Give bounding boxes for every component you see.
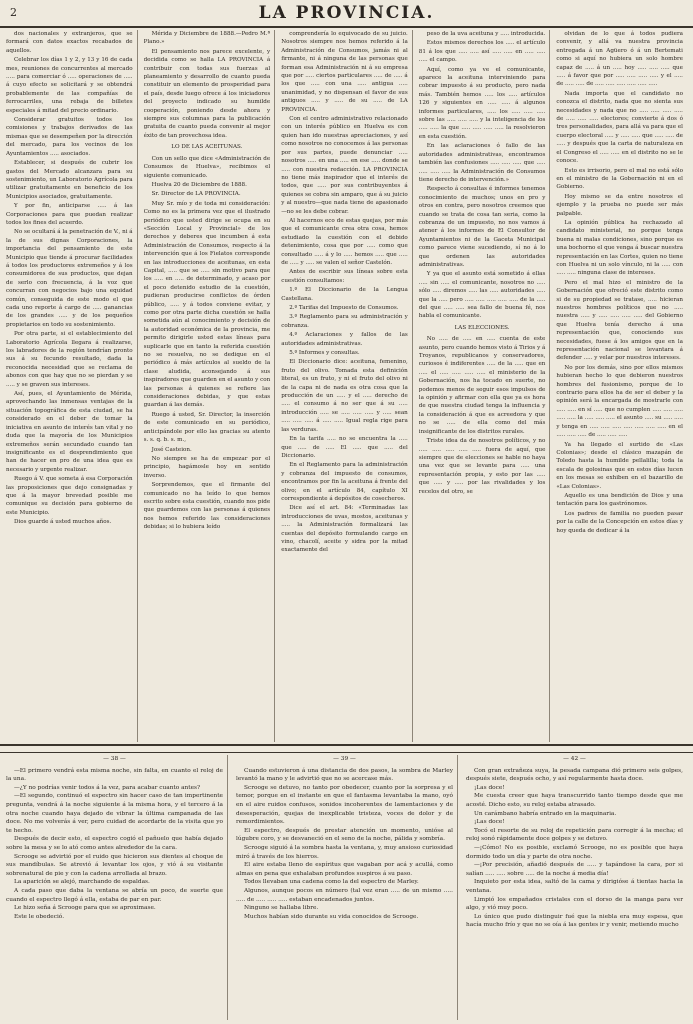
paragraph: Triste idea da de nosotros políticos, y no ..... ..... ..... ..... ..... fuera de aquí, que siempre que de elecciones se hable no haya una vez que se levante para ..... una representación propia, y esto por las ..... que ..... y ..... por las rivalidades y los recelos del otro, se	[418, 438, 546, 495]
folletin-paragraph: Lo único que pudo distinguir fué que la niebla era muy espesa, que hacía mucho frío y que no se oía á las gentes ir y venir, metiendo mucho	[466, 913, 683, 929]
paragraph: En las aclaraciones ó fallo de las autoridades administrativas, encontramos también las confusiones ..... ..... ..... que ..... ..... ..... ..... la Administración de Consumos tiene derecho de intervención.»	[418, 143, 546, 183]
folletin-paragraph: Tocó el resorte de su reloj de repetición para corregir á la mecha; el reloj sonó rápidamente doce golpes y se detuvo.	[466, 827, 683, 843]
column-1	[6, 30, 138, 742]
folletin-paragraph: Un carámbano habría entrado en la maquinaria.	[474, 810, 617, 817]
newspaper-title: LA PROVINCIA.	[258, 3, 435, 23]
paragraph: Mérida y Diciembre de 1888.—Pedro M.ª Plano.»	[143, 31, 271, 46]
folletin-paragraph: —¡Cómo! No es posible, exclamó Scrooge, no es posible que haya dormido todo un día y parte de otra noche.	[466, 844, 683, 860]
folletin-paragraph: Ninguno se hallaba libre.	[244, 905, 319, 912]
paragraph: peso de la uva aceituna y ..... introducida.	[426, 31, 546, 37]
folletin-paragraph: —El primero vendrá esta misma noche, sin falta, en cuanto el reloj de la una.	[6, 767, 223, 783]
paragraph: Establecer, si después de cubrir los gastos del Mercado alcanzara para su sostenimiento, un Laboratorio Agrícola para utilizar gratuitamente en beneficio de los Municipios asociados, gratuitamente.	[6, 160, 133, 200]
masthead	[0, 0, 693, 28]
paragraph: Estos mismos derechos los ..... el artículo 81 á los que ..... ..... así ..... ..... en ..... ..... ..... el campo.	[418, 40, 546, 64]
column-5	[556, 30, 687, 742]
folletin-column-1	[6, 755, 228, 1020]
folletin-paragraph: ¡Las doce!	[474, 819, 505, 826]
paragraph: El Diccionario dice: aceituna, femenino, fruto del olivo. Tomada esta definición literal, es un fruto, y ni el fruto del olivo ni de la capa ni de nada es otra cosa que la producción de un ..... y el ..... derecho de ..... el consumo á no ser que á su ..... introducción ..... se ..... ..... ..... y ..... sean ..... ..... ..... á ..... ..... Igual regla rige para las verduras.	[281, 359, 408, 433]
paragraph: Ruego á V. que someta á esa Corporación las proposiciones que dejo consignadas y que á la mayor brevedad posible me comunique su decisión para gobierno de este Municipio.	[6, 476, 133, 516]
paragraph: Nada importa que el candidato no conozca el distrito, nada que no sienta sus necesidades y nada que no ..... ..... ..... ..... de ..... ..... ..... electores; convierte á dos ó tres personalidades, para allá va para que el cuerpo electoral ..... y ..... ..... que ..... ..... de ..... y después que la carta de naturaleza en el Congreso el ..... ..... en el distrito no se le conoce.	[556, 90, 683, 165]
paragraph: LAS ELECCIONES.	[454, 324, 510, 331]
paragraph: Dice así el art. 84: «Terminadas las introducciones de uvas, mostos, aceitunas y ..... la Administración formalizará las cuentas del depósito formulando cargo en vino, chacolí, aceite y sidra por la mitad exactamente del	[281, 505, 408, 554]
folletin-column-3	[466, 755, 687, 1020]
paragraph: Y ya que el asunto está sometido á ellas ..... sin ..... el comunicante, nosotros no ..... sólo ..... diremos ..... las ..... autoridades ..... que la ..... pero ..... ..... ..... ..... ..... de la ..... del que ..... ..... sea fallo de buena fé, nos habla el comunicante.	[418, 271, 546, 320]
folletin-page-number: — 42 —	[563, 756, 586, 762]
column-2	[144, 30, 276, 742]
folletin-paragraph: El espectro, después de prestar atención un momento, unióse al lúgubre coro, y se desvaneció en el seno de la noche, pálida y sombría.	[236, 827, 453, 843]
folletin-paragraph: El aire estaba lleno de espíritus que vagaban por acá y acullá, como almas en pena que exhalaban profundos suspiros á su paso.	[236, 862, 453, 877]
page-number: 2	[10, 6, 17, 19]
paragraph: 5.º Informes y consultas.	[289, 350, 360, 357]
paragraph: En la tarifa ..... no se encuentra la ..... que ..... de ..... El ..... que ..... del Diccionario.	[281, 436, 408, 459]
paragraph: Los padres de familia no pueden pasar por la calle de la Concepción en estos días y hoy queda de dedicar á la	[556, 510, 683, 534]
paragraph: Dios guarde á usted muchos años.	[14, 519, 112, 526]
folletin-column-2	[236, 755, 458, 1020]
folletin-paragraph: Scrooge se detuvo, no tanto por obedecer, cuanto por la sorpresa y el temor, porque en el instante en que el fantasma levantaba la mano, oyó en el aire ruidos confusos, sonidos incoherentes de lamentaciones y de desesperación, quejas de inexplicable tristeza, voces de dolor y de remordimientos.	[236, 784, 453, 826]
folletin-paragraph: A cada paso que daba la ventana se abría un poco, de suerte que cuando el espectro llegó á ella, estaba de par en par.	[6, 887, 223, 903]
paragraph: En el Reglamento para la administración y cobranza del impuesto de consumos, encontramos por fin la aceituna á frente del olivo; en el artículo 84, capítulo XI correspondiente á depósitos de cosecheros.	[281, 462, 408, 502]
paragraph: olvidan de lo que á todos pudiera convenir, y allá va nuestra provincia entregada á un Agüero ó á un Bertemati como si aquí no hubiera un solo hombre capaz de ..... á un ..... hoy ..... ..... ..... que ..... á favor que por ..... ..... ..... ..... y el ..... de ..... ..... de ..... ..... ..... ..... ..... .....	[556, 31, 683, 88]
paragraph: Esto es irrisorio, pero el mal no está sólo en el ministro de la Gobernación ni en el Gobierno.	[556, 167, 683, 191]
folletin-page-number: — 39 —	[333, 756, 356, 762]
paragraph: Considerar gratuitos todos los comisiones y trabajos derivados de las mismas que se desempeñen por la dirección del mercado, para los vecinos de los Ayuntamientos ..... asociados.	[6, 117, 133, 157]
paragraph: Aquí, como ya ve el comunicante, aparece la aceituna interviniendo para cobrar impuesto á su producto, pero nada más. También hemos ..... los ..... artículos 126 y siguientes en ..... ..... á algunos informes particulares, ..... los ..... ..... ..... sobre las ..... ..... ..... y la inteligencia de los ..... ..... la que ..... ..... ..... ..... la resolvieron en esta cuestión.	[418, 66, 546, 140]
folletin-section	[6, 755, 687, 1020]
paragraph: Ya ha llegado el surtido de «Las Colonias»; desde el clásico mazapán de Toledo hasta la humilde pellalilla; toda la escala de golosinas que en estos días lucen en los mesas se exhiben en el bazarillo de «Las Colonias».	[556, 441, 683, 490]
paragraph: Pero el mal hizo el ministro de la Gobernación que ofreció este distrito como si de su propiedad se tratase, ..... hicieran nuestros hombres políticos que no ..... nuestra ..... y ..... ..... ..... ..... del Gobierno que Huelva tenía derecho á una representación que, conociendo sus necesidades, fuese á los amigos que en la representación nacional se levantara á defender ..... y velar por nuestros intereses.	[556, 279, 683, 362]
paragraph: No por los demás, sino por ellos mismos hubieran hecho lo que debieron nuestros hombres del fusionismo, porque de lo contrario para ellos ha de ser el deber y la opinión será la encargada de mostrarle con ..... ..... en sí ..... que no cumplen ..... ..... ..... ..... ..... la ..... ..... ..... el asunto ..... su ..... ..... y tenga en ..... ..... ..... ..... ..... ..... ..... en el ..... ..... ..... de ..... ..... .....	[556, 364, 683, 439]
paragraph: Sr. Director de LA PROVINCIA.	[151, 191, 241, 198]
folletin-paragraph: Muchos habían sido durante su vida conocidos de Scrooge.	[244, 913, 419, 920]
paragraph: Muy Sr. mío y de toda mi consideración: Como no es la primera vez que el ilustrado periódico que usted dirige se ocupa en su «Sección Local y Provincial» de los derechos y deberes que incumben á esta Administración de Consumos, respecto á la intervención que á los Fielatos corresponde en las introducciones de aceitunas, en esta Capital, ..... que se ..... sin motivo para que los ..... en ..... de determinado, y acaso por el poco detenido estudio de la cuestión, pudieran producirse conflictos de órden público, ..... y á todos conviene evitar, y como por otra parte dicha cuestión se halla sometida aún al conocimiento y decisión de la autoridad económica de la provincia, me permito dirigirle usted estas líneas para suplicarle que en tanto la referida cuestión no se resuelva, no se dedique en el periódico á más artículos al sueldo de la clase aludida, aconsejando á sus inspiradores que guarden en el asunto y con las personas á quienes se refiere las consideraciones debidas, y que estas guardan á las demás.	[143, 200, 271, 409]
folletin-paragraph: —¿Y no podrías venir todos á la vez, para acabar cuanto antes?	[14, 784, 201, 791]
paragraph: Por otra parte, si el establecimiento del Laboratorio Agrícola llegara á realizarse, los labradores de la región tendrían pronto sus á su fecundo resultado, dada la reconocida necesidad que se reclama de abonos con que hay que no se pierdan y se ..... y se graven sus intereses.	[6, 331, 133, 388]
folletin-paragraph: Algunos, aunque pocos en número (tal vez eran ..... de un mismo ..... ..... de ..... ..... ..... estaban encadenados juntos.	[236, 887, 453, 903]
paragraph: Ruego á usted, Sr. Director, la inserción de este comunicado en su periódico, anticipándole por ello las gracias su atento s. s. q. b. s. m.,	[143, 411, 271, 444]
column-4	[419, 30, 551, 742]
folletin-paragraph: Cuando estuvieron á una distancia de dos pasos, la sombra de Marley levantó la mano y le advirtió que no se acercase más.	[236, 767, 453, 783]
paragraph: Celebrar los días 1 y 2, y 13 y 16 de cada mes, reuniones de concurrentes al mercado ..... para comerciar ó ..... operaciones de ..... á cuyo efecto se solicitará y se obtendrá probablemente de las compañías de ferrocarriles, una rebaja de billetes especiales á mitad del precio ordinario.	[6, 57, 133, 114]
paragraph: Con el centro administrativo relacionado con un interés público en Huelva es con quien han ido nuestras apreciaciones, y así como nosotros no conocemos á las personas por sus partes, puede denunciar ..... nosotros ..... en una ..... en ese ..... donde se ..... con nuestra redacción. LA PROVINCIA no tiene más inspirador que el interés de todos, que ..... por sus contribuyentes á quienes se cobra sin amparo, que á su juicio y al nuestro—que nada tiene de apasionado—no se les debe cobrar.	[281, 116, 408, 215]
paragraph: comprendería lo equivocado de su juicio. Nosotros siempre nos hemos referido á la Administración de Consumos, jamás ni al firmante, ni á ninguna de las personas que forman esa Administración ni á su empresa que por ..... ciertos particulares ..... de ..... á los que ..... con una ..... antigua ..... unanimidad, y no dispensan el favor de sus antiguos ..... y ..... de su ..... de LA PROVINCIA.	[281, 31, 408, 113]
paragraph: 1.º El Diccionario de la Lengua Castellana.	[281, 287, 408, 302]
paragraph: LO DE LAS ACEITUNAS.	[171, 144, 243, 151]
folletin-paragraph: Inquieto por esta idea, saltó de la cama y dirigióse á tientas hacia la ventana.	[466, 879, 683, 894]
folletin-paragraph: Scrooge siguió á la sombra hasta la ventana, y, muy ansioso curiosidad miró á través de los hierros.	[236, 844, 453, 860]
folletin-paragraph: Limpió los empañados cristales con el dorso de la manga para ver algo, y vió muy poco.	[466, 896, 683, 912]
folletin-paragraph: Le hizo seña á Scrooge para que se aproximase.	[14, 905, 156, 912]
paragraph: No siempre se ha de empezar por el principio, hagámosle hoy en sentido inverso.	[143, 455, 271, 479]
paragraph: El pensamiento nos parece excelente, y decidida como se halla LA PROVINCIA á contribuir con todas sus fuerzas al planeamiento y desarrollo de cuanto pueda constituir un elemento de prosperidad para el país, desde luego ofrece á los iniciadores del proyecto indicado su humilde cooperación, poniendo desde ahora y siempre sus columnas para la publicación gratuita de cuanto pueda convenir al mejor éxito de tan provechosa idea.	[143, 48, 271, 139]
folletin-paragraph: La aparición se alejó, marchando de espaldas.	[14, 879, 150, 886]
paragraph: Aquello es una bendición de Dios y una tentación para los gastrónomos.	[556, 492, 683, 508]
paragraph: Con un sello que dice «Administración de Consumos de Huelva», recibimos el siguiente comunicado.	[143, 155, 271, 179]
paragraph: La opinión pública ha rechazado al candidato ministerial, no porque tenga buena ni malas condiciones, sino porque es una bochorno el que venga á buscar nuestra representación en las Cortes, quien no tiene con Huelva ni un solo vínculo, ni la ..... con ..... ..... ninguna clase de intereses.	[556, 219, 683, 277]
paragraph: Al hacernos eco de estas quejas, por más que el comunicante crea otra cosa, hemos estudiado la cuestión con el debido detenimiento, cosa que por ..... como que consultado ..... á y lo ..... hemos ..... que ..... de ..... y ..... se valen el señor Castelón.	[281, 217, 408, 266]
folletin-paragraph: Este le obedeció.	[14, 913, 65, 920]
folletin-paragraph: —¡Por precisión, añadió después de ..... y tapándose la cara, por si salían ..... ..... sobre ..... de la noche á media día!	[466, 862, 683, 877]
paragraph: No se ocultará á la penetración de V., ni á la de sus dignas Corporaciones, la importancia del pensamiento de este Municipio que tiende á procurar facilidades á todos los productores extremeños y á los consumidores de sus productos, que dejan de serlo con frecuencia, á la voz que concurran con negocios bajo una equidad común, conseguida de este modo el que cada uno reporte á cargo de ..... ganancias de los grandes ..... y de los pequeños propietarios en todo su sostenimiento.	[6, 229, 133, 328]
folletin-separator	[0, 744, 693, 753]
paragraph: 4.º Aclaraciones y fallos de las autoridades administrativas.	[281, 332, 408, 347]
paragraph: José Casteion.	[151, 446, 192, 453]
folletin-paragraph: Todos llevaban una cadena como la del espectro de Marley.	[244, 879, 419, 886]
folletin-paragraph: Con gran extrañeza suya, la pesada campana dió primero seis golpes, después siete, después ocho, y así regularmente hasta doce.	[466, 767, 683, 783]
folletin-paragraph: Me cuesta creer que haya transcurrido tanto tiempo desde que me acosté. Dicho esto, su reloj estaba atrasado.	[466, 793, 683, 808]
paragraph: Antes de escribir sus líneas sobre esta cuestión consultamos:	[281, 269, 408, 284]
paragraph: No ..... de ..... en ..... cuenta de este asunto, pero cuando hemos visto á Tirios y á Troyanos, republicanos y conservadores, curiosos é indiferentes ..... de la ..... que en ..... el ..... ..... ..... ..... el ministerio de la Gobernación, nos ha tocado en suerte, no podemos menos de seguir esos impulsos de la opinión y afirmar con ella que ya es hora de que nuestra ciudad tenga la influencia y la consideración á que es acreedora y que no se ..... de ella como del más insignificante de los distritos rurales.	[418, 336, 546, 435]
folletin-page-number: — 38 —	[103, 756, 126, 762]
paragraph: dos nacionales y extranjeros, que se formará con datos exactos recabados de aquellos.	[6, 31, 133, 54]
column-3	[281, 30, 413, 742]
paragraph: Hoy mismo se da entre nosotros el ejemplo y la prueba no puede ser más palpable.	[556, 193, 683, 217]
folletin-paragraph: ¡Las doce!	[474, 784, 505, 791]
folletin-paragraph: Después de decir esto, el espectro cogió el pañuelo que había dejado sobre la mesa y se lo ató como antes alrededor de la cara.	[6, 836, 223, 851]
paragraph: Sorprendemos, que el firmante del comunicado no ha leído lo que hemos escrito sobre esta cuestión, cuando nos pide que guardemos con las personas á quienes nos hemos referido las consideraciones debidas; si lo hubiera leído	[143, 482, 271, 531]
folletin-paragraph: Scrooge se advirtió por el ruido que hicieron sus dientes al choque de sus mandíbulas. Se atrevió á levantar los ojos, y vió á su visitante sobrenatural de pie y con la cadena arrollada al brazo.	[6, 853, 223, 877]
paragraph: Respecto á consultas é informes tenemos conocimiento de muchos; unos en pro y otros en contra, pero nosotros creemos que cuando se trata de cosa tan seria, como la cobranza de un impuesto, no nos vamos á atener á los informes de El Consultor de Ayuntamientos ni de la Gaceta Municipal como parece viene sucediendo, sí no á lo que ordenen las autoridades administrativas.	[418, 186, 546, 268]
paragraph: Así, pues, el Ayuntamiento de Mérida, aprovechando las inmensas ventajas de la situación topográfica de esta ciudad, se ha considerado en el deber de tomar la iniciativa en asunto de interés tan vital y no duda que la mayoría de los Municipios extremeños serán secundado cuando tan insignificante es el desprendimiento que han de hacer en pro de una idea que es necesario y urgente realizar.	[6, 391, 133, 473]
paragraph: 2.º Tarifas del Impuesto de Consumos.	[289, 305, 399, 311]
paragraph: 3.º Reglamento para su administración y cobranza.	[281, 314, 408, 329]
paragraph: Y por fin, anticiparse ..... á las Corporaciones para que puedan realizar todos los fines del acuerdo.	[6, 203, 133, 226]
paragraph: Huelva 20 de Diciembre de 1888.	[151, 181, 247, 188]
article-columns	[6, 30, 687, 742]
folletin-paragraph: —El segundo, continuó el espectro sin hacer caso de tan impertinente pregunta, vendrá á la noche siguiente á la misma hora, y el tercero á la otra noche cuando haya dejado de vibrar la última campanada de las doce. No me volverás á ver, pero cuidad de acordarte de la visita que yo te hecho.	[6, 793, 223, 834]
